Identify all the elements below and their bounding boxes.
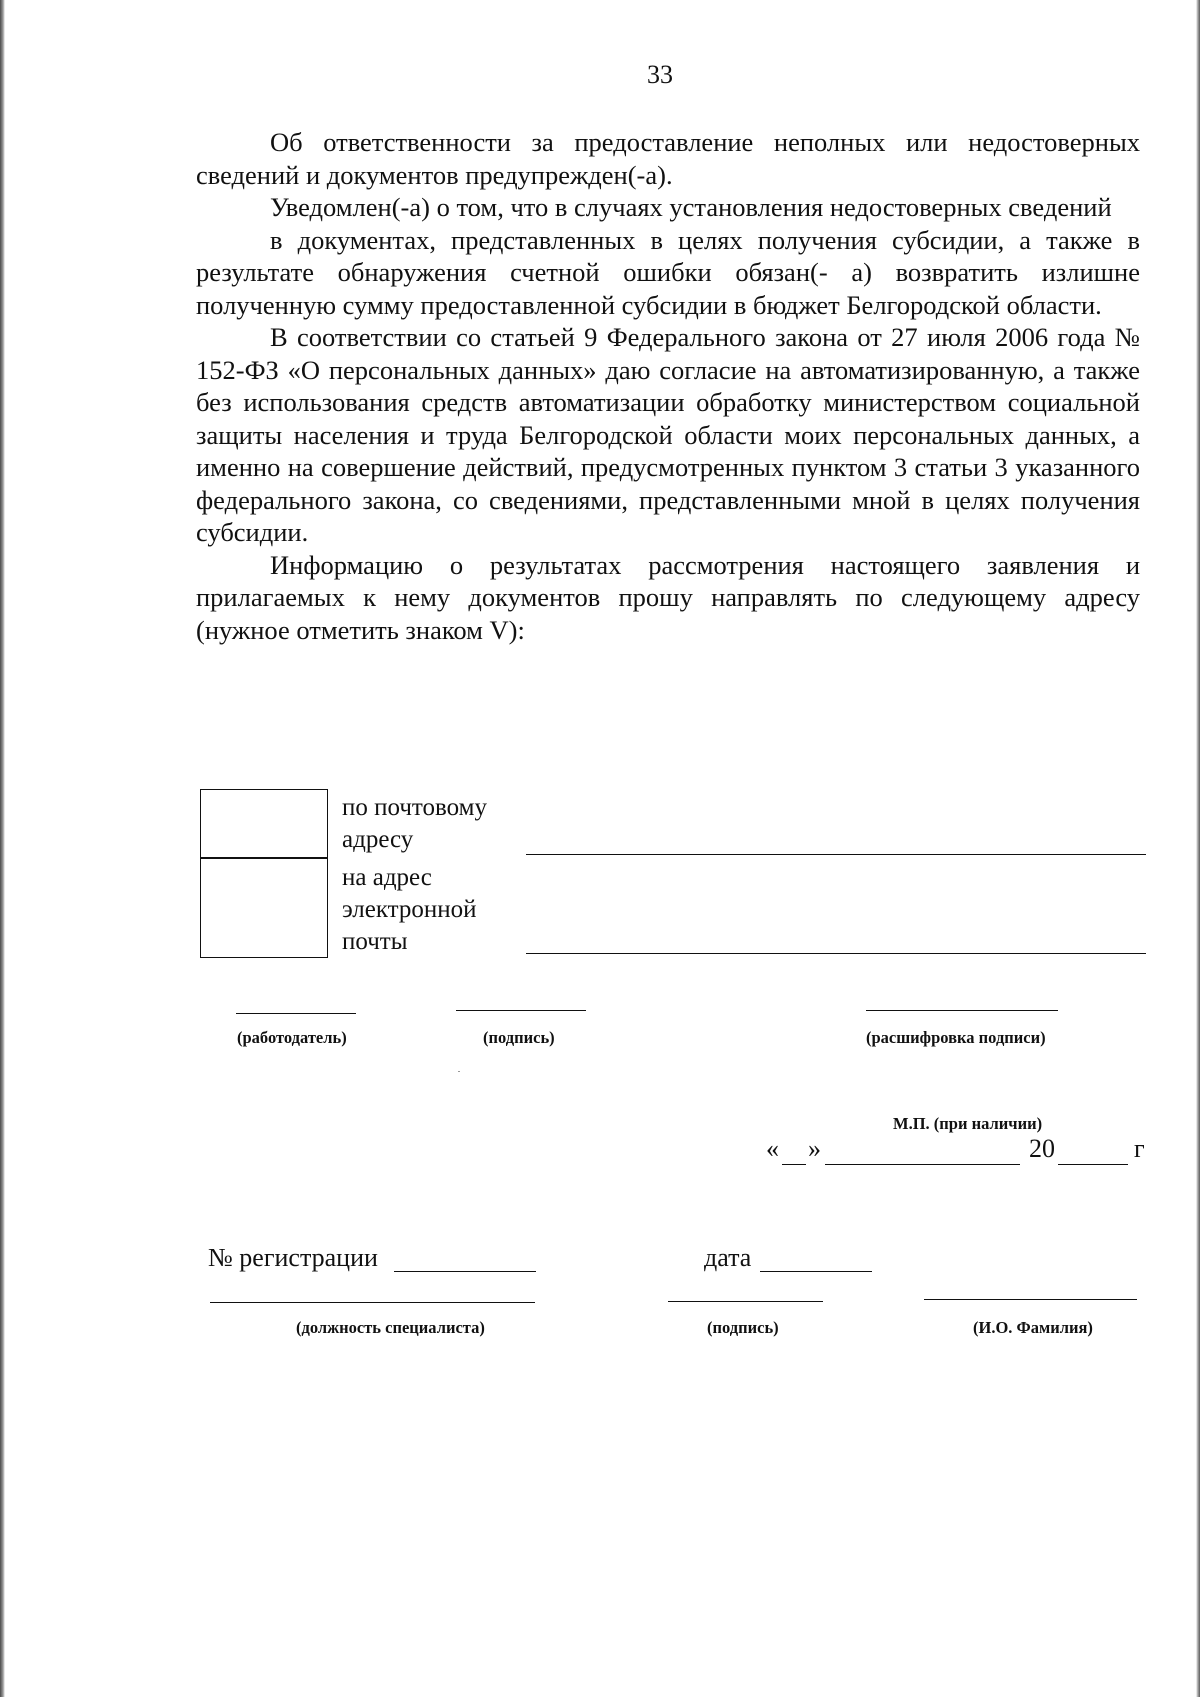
specialist-position-field[interactable] <box>210 1302 535 1303</box>
scan-left-edge <box>0 0 5 1697</box>
page-number: 33 <box>647 60 673 89</box>
caption-signature-decoding: (расшифровка подписи) <box>866 1028 1046 1047</box>
employer-signature-field[interactable] <box>456 1010 586 1011</box>
registration-date-field[interactable] <box>760 1271 872 1272</box>
registration-date-label: дата <box>704 1243 752 1272</box>
document-body <box>196 126 1140 646</box>
date-year-prefix: 20 <box>1029 1134 1055 1163</box>
date-month-field[interactable] <box>825 1164 1020 1165</box>
date-day-field[interactable] <box>782 1164 806 1165</box>
caption-employer: (работодатель) <box>237 1028 347 1047</box>
scan-right-edge <box>1196 0 1200 1697</box>
caption-signature: (подпись) <box>483 1028 555 1047</box>
postal-address-field[interactable] <box>526 854 1146 855</box>
signature-decoding-field[interactable] <box>866 1010 1058 1011</box>
employer-field[interactable] <box>236 1013 356 1014</box>
caption-specialist-name: (И.О. Фамилия) <box>973 1318 1093 1337</box>
paragraph-personal-data-consent: В соответствии со статьей 9 Федерального закона от 27 июля 2006 года № 152-ФЗ «О персональных данных» даю согласие на автоматизированную, а также без использования средств автоматизации обработку министерством социальной защиты населения и труда Белгородской области моих персональных данных, а именно на совершение действий, предусмотренных пунктом 3 статьи 3 указанного федерального закона, со сведениями, представленными мной в целях получения субсидии. <box>196 322 1140 547</box>
option-label-postal: по почтовому адресу <box>342 794 488 853</box>
caption-specialist-signature: (подпись) <box>707 1318 779 1337</box>
paragraph-responsibility: Об ответственности за предоставление неполных или недостоверных сведений и документов предупрежден(-а). <box>196 127 1140 190</box>
date-open-quote: « <box>766 1134 779 1163</box>
checkbox-email-address[interactable] <box>200 857 328 958</box>
paragraph-notified: Уведомлен(-а) о том, что в случаях установления недостоверных сведений <box>270 192 1112 222</box>
date-year-field[interactable] <box>1058 1164 1128 1165</box>
date-close-quote: » <box>808 1134 821 1163</box>
paragraph-refund: в документах, представленных в целях получения субсидии, а также в результате обнаружения счетной ошибки обязан(- а) возвратить излишне полученную сумму предоставленной субсидии в бюджет Белгородской области. <box>196 224 1140 320</box>
date-year-suffix: г <box>1134 1134 1145 1163</box>
caption-specialist-position: (должность специалиста) <box>296 1318 485 1337</box>
specialist-name-field[interactable] <box>924 1299 1137 1300</box>
checkbox-postal-address[interactable] <box>200 789 328 859</box>
option-label-email: на адрес электронной почты <box>342 864 477 955</box>
stamp-note: М.П. (при наличии) <box>893 1114 1043 1133</box>
scan-speck <box>458 1071 460 1072</box>
paragraph-delivery-instructions: Информацию о результатах рассмотрения настоящего заявления и прилагаемых к нему документов прошу направлять по следующему адресу (нужное отметить знаком V): <box>196 549 1140 645</box>
specialist-signature-field[interactable] <box>668 1301 823 1302</box>
email-address-field[interactable] <box>526 953 1146 954</box>
registration-number-label: № регистрации <box>208 1243 378 1272</box>
registration-number-field[interactable] <box>394 1271 536 1272</box>
